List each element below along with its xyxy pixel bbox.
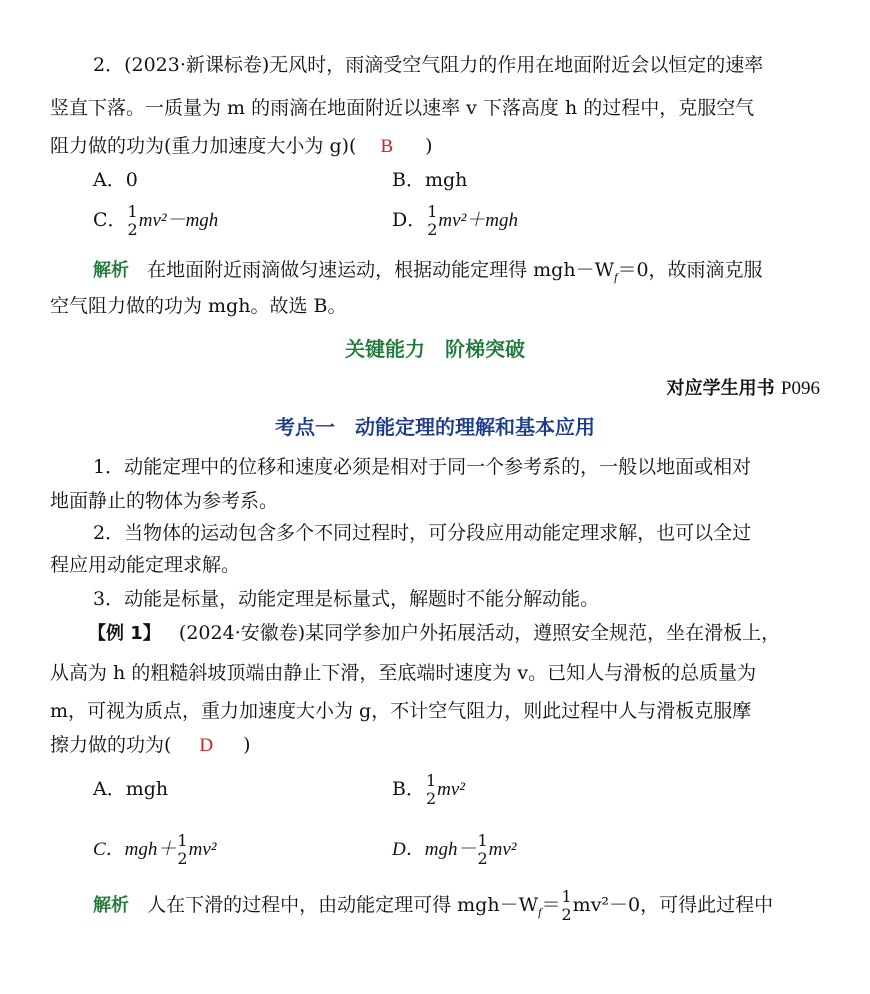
point-2-line-1: 2．当物体的运动包含多个不同过程时，可分段应用动能定理求解，也可以全过 — [93, 522, 752, 544]
example-1-option-b-label: B． — [392, 778, 425, 800]
jiexi-label: 解析 — [93, 895, 129, 916]
fraction-numerator: 1 — [127, 202, 138, 221]
fraction — [427, 203, 437, 239]
example-1-option-c-expr: mv² — [188, 839, 217, 860]
q2-option-d-expr: mv²＋mgh — [438, 210, 518, 231]
q2-option-a: A．0 — [93, 169, 138, 191]
example-label: 【例 1】 — [88, 623, 161, 644]
fraction-denominator: 2 — [477, 849, 488, 868]
fraction-numerator: 1 — [561, 887, 572, 906]
jiexi-2-line — [93, 888, 773, 925]
section-title: 关键能力 阶梯突破 — [345, 337, 525, 361]
example-1-answer: D — [199, 735, 214, 756]
jiexi-1-text-post: ＝0，故雨滴克服 — [617, 259, 763, 281]
jiexi-1-sub: f — [614, 269, 618, 284]
book-reference-text: 对应学生用书 — [666, 378, 781, 399]
jiexi-1-line-1 — [93, 257, 763, 290]
q2-line-3-close: ) — [425, 135, 433, 157]
example-1-option-d-expr: mv² — [488, 839, 517, 860]
example-1-line-4-text: 擦力做的功为( — [50, 734, 172, 756]
example-1-text: (2024·安徽卷)某同学参加户外拓展活动，遵照安全规范，坐在滑板上， — [178, 622, 781, 644]
fraction-denominator: 2 — [177, 849, 188, 868]
example-1-option-b — [392, 772, 465, 808]
fraction — [426, 772, 436, 808]
point-1-line-1: 1．动能定理中的位移和速度必须是相对于同一个参考系的，一般以地面或相对 — [93, 456, 752, 478]
topic-title: 考点一 动能定理的理解和基本应用 — [275, 415, 595, 439]
fraction-denominator: 2 — [427, 220, 438, 239]
example-1-option-a: A．mgh — [93, 778, 169, 800]
q2-option-c — [93, 203, 218, 239]
point-3-line-1: 3．动能是标量，动能定理是标量式，解题时不能分解动能。 — [93, 588, 600, 610]
fraction — [477, 832, 487, 868]
q2-option-c-label: C． — [93, 209, 127, 231]
q2-option-d — [392, 203, 518, 239]
book-reference-page: P096 — [780, 378, 820, 399]
example-1-line-1 — [88, 620, 780, 647]
example-1-option-b-expr: mv² — [437, 779, 466, 800]
q2-answer: B — [380, 136, 394, 157]
jiexi-1-text: 在地面附近雨滴做匀速运动，根据动能定理得 mgh－W — [147, 259, 615, 281]
example-1-option-c — [93, 832, 216, 868]
q2-option-c-expr: mv²－mgh — [138, 210, 219, 231]
fraction-denominator: 2 — [425, 789, 437, 808]
fraction-numerator: 1 — [477, 831, 488, 850]
jiexi-2-sub: f — [538, 904, 542, 919]
example-1-option-d-label: D．mgh－ — [392, 839, 477, 860]
q2-line-2: 竖直下落。一质量为 m 的雨滴在地面附近以速率 v 下落高度 h 的过程中，克服空气 — [50, 97, 755, 119]
q2-option-d-label: D． — [392, 209, 427, 231]
q2-line-3-text: 阻力做的功为(重力加速度大小为 g)( — [50, 135, 357, 157]
fraction-numerator: 1 — [427, 202, 438, 221]
example-1-option-c-label: C．mgh＋ — [93, 839, 177, 860]
q2-line-1: 2．(2023·新课标卷)无风时，雨滴受空气阻力的作用在地面附近会以恒定的速率 — [93, 54, 764, 76]
fraction — [128, 203, 138, 239]
jiexi-label: 解析 — [93, 260, 129, 281]
fraction-denominator: 2 — [127, 220, 138, 239]
example-1-line-3: m，可视为质点，重力加速度大小为 g，不计空气阻力，则此过程中人与滑板克服摩 — [50, 700, 752, 722]
fraction-numerator: 1 — [425, 771, 437, 790]
q2-option-b: B．mgh — [392, 169, 468, 191]
example-1-line-4-close: ) — [243, 734, 251, 756]
jiexi-2-expr: mv²－0，可得此过程中 — [572, 894, 774, 916]
book-reference — [667, 376, 820, 402]
q2-line-3 — [50, 133, 433, 160]
example-1-option-d — [392, 832, 517, 868]
fraction-numerator: 1 — [177, 831, 188, 850]
example-1-line-2: 从高为 h 的粗糙斜坡顶端由静止下滑，至底端时速度为 v。已知人与滑板的总质量为 — [50, 662, 757, 684]
example-1-line-4 — [50, 732, 251, 759]
fraction — [561, 888, 571, 924]
jiexi-1-line-2: 空气阻力做的功为 mgh。故选 B。 — [50, 295, 347, 317]
jiexi-2-eq: ＝ — [541, 894, 561, 916]
fraction-denominator: 2 — [561, 905, 572, 924]
point-1-line-2: 地面静止的物体为参考系。 — [50, 490, 279, 512]
fraction — [177, 832, 187, 868]
jiexi-2-text: 人在下滑的过程中，由动能定理可得 mgh－W — [147, 894, 539, 916]
point-2-line-2: 程应用动能定理求解。 — [50, 554, 241, 576]
